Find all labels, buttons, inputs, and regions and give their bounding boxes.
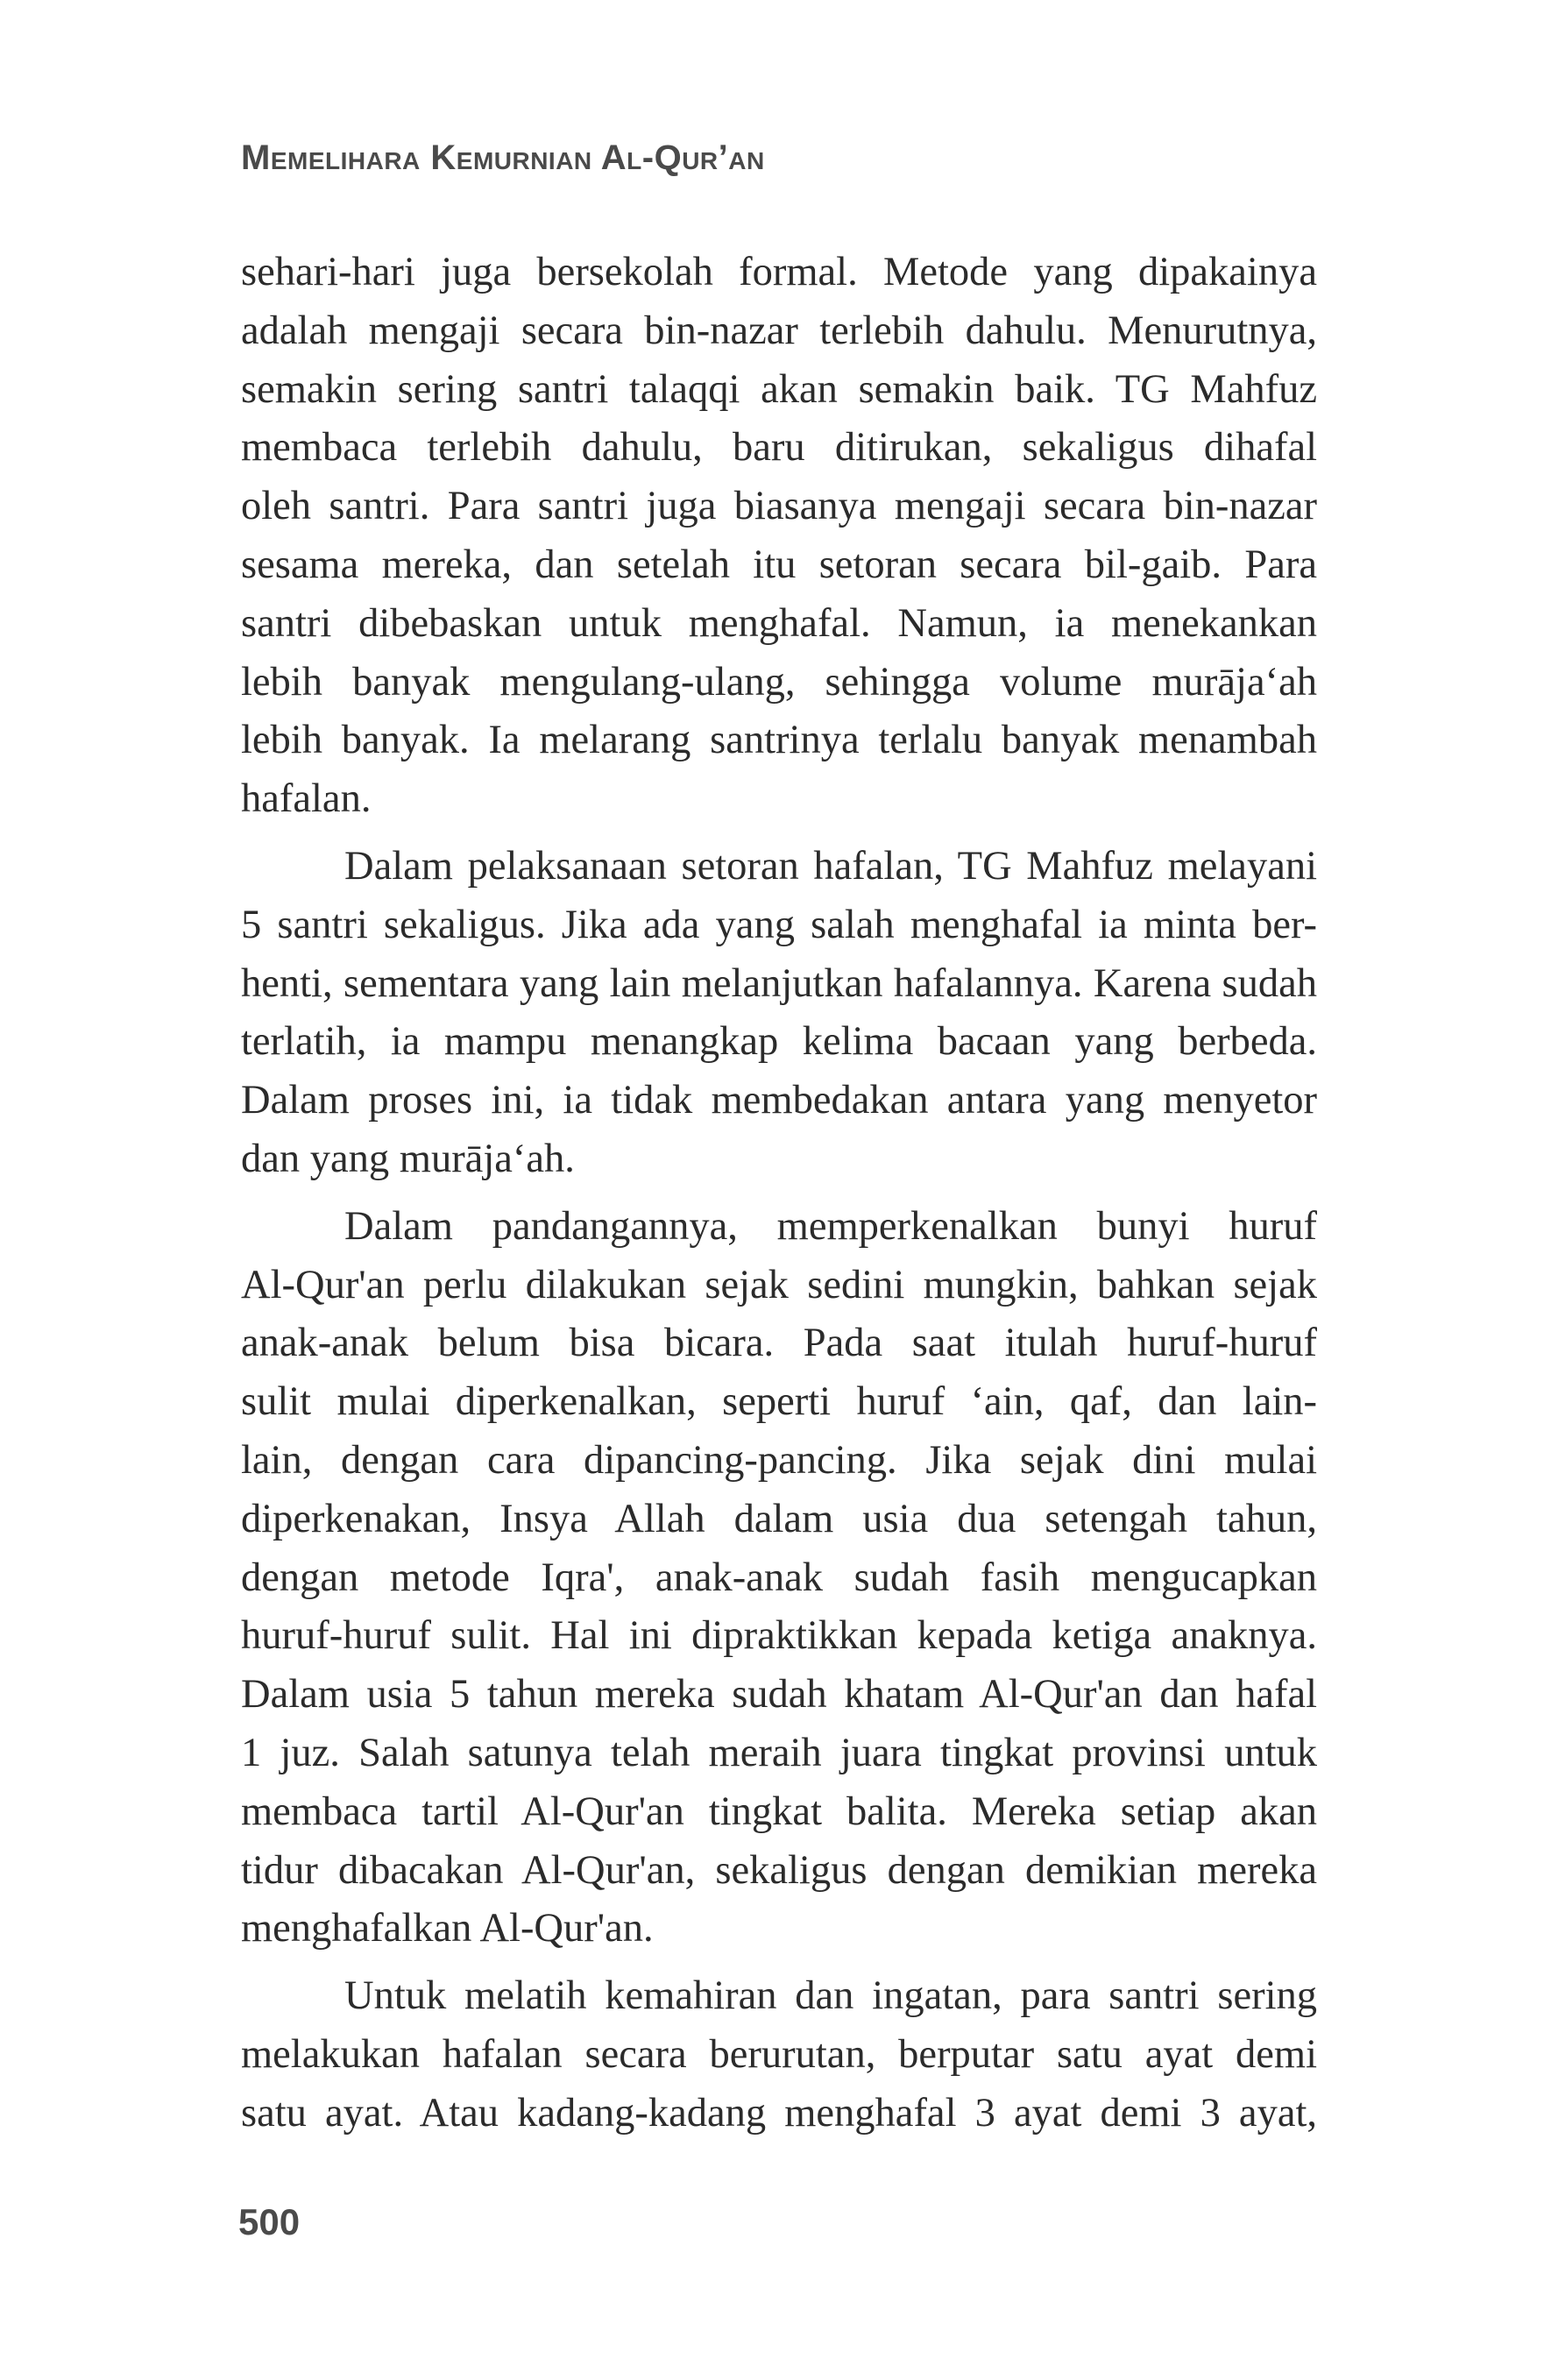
text-line: membaca tartil Al-Qur'an tingkat balita. Mereka setiap akan [241, 1789, 1317, 1834]
text-line: tidur dibacakan Al-Qur'an, sekaligus dengan demikian mereka [241, 1847, 1317, 1893]
text-line: henti, sementara yang lain melanjutkan hafalannya. Karena sudah [241, 960, 1317, 1006]
text-line: Untuk melatih kemahiran dan ingatan, para santri sering [344, 1973, 1317, 2019]
text-line: lebih banyak. Ia melarang santrinya terlalu banyak menambah [241, 718, 1317, 763]
text-line: Dalam pandangannya, memperkenalkan bunyi huruf [344, 1203, 1317, 1249]
text-line: semakin sering santri talaqqi akan semakin baik. TG Mahfuz [241, 366, 1317, 412]
text-line: 1 juz. Salah satunya telah meraih juara tingkat provinsi untuk [241, 1730, 1317, 1775]
paragraph-2 [241, 838, 1317, 1189]
page-number: 500 [238, 2201, 301, 2242]
text-line: Dalam proses ini, ia tidak membedakan antara yang menyetor [241, 1078, 1317, 1123]
text-line: anak-anak belum bisa bicara. Pada saat itulah huruf-huruf [241, 1321, 1317, 1366]
text-line: lebih banyak mengulang-ulang, sehingga volume murāja‘ah [241, 659, 1317, 705]
paragraph-4 [241, 1967, 1317, 2143]
text-line: melakukan hafalan secara berurutan, berputar satu ayat demi [241, 2031, 1317, 2077]
body-text [241, 244, 1317, 2143]
text-line: dan yang murāja‘ah. [241, 1136, 575, 1181]
text-line: santri dibebaskan untuk menghafal. Namun, ia menekankan [241, 600, 1317, 646]
text-line: sesama mereka, dan setelah itu setoran secara bil-gaib. Para [241, 542, 1317, 587]
text-line: dengan metode Iqra', anak-anak sudah fasih mengucapkan [241, 1555, 1317, 1600]
text-line: oleh santri. Para santri juga biasanya mengaji secara bin-nazar [241, 484, 1317, 529]
running-header: Memelihara Kemurnian Al-Qur’an [241, 138, 765, 177]
text-line: diperkenakan, Insya Allah dalam usia dua setengah tahun, [241, 1496, 1317, 1541]
paragraph-1 [241, 244, 1317, 829]
text-line: lain, dengan cara dipancing-pancing. Jika sejak dini mulai [241, 1437, 1317, 1483]
text-line: Al-Qur'an perlu dilakukan sejak sedini mungkin, bahkan sejak [241, 1262, 1317, 1307]
text-line: membaca terlebih dahulu, baru ditirukan, sekaligus dihafal [241, 425, 1317, 471]
paragraph-3 [241, 1198, 1317, 1959]
text-line: menghafalkan Al-Qur'an. [241, 1906, 654, 1951]
text-line: hafalan. [241, 776, 372, 822]
text-line: Dalam pelaksanaan setoran hafalan, TG Mahfuz melayani [344, 843, 1317, 889]
text-line: satu ayat. Atau kadang-kadang menghafal 3 ayat demi 3 ayat, [241, 2090, 1317, 2136]
text-line: Dalam usia 5 tahun mereka sudah khatam Al-Qur'an dan hafal [241, 1672, 1317, 1718]
text-line: 5 santri sekaligus. Jika ada yang salah menghafal ia minta ber- [241, 902, 1317, 947]
text-line: sehari-hari juga bersekolah formal. Metode yang dipakainya [241, 250, 1317, 294]
text-line: adalah mengaji secara bin-nazar terlebih dahulu. Menurutnya, [241, 308, 1317, 353]
text-line: terlatih, ia mampu menangkap kelima bacaan yang berbeda. [241, 1019, 1317, 1065]
text-line: huruf-huruf sulit. Hal ini dipraktikkan kepada ketiga anaknya. [241, 1613, 1317, 1659]
text-line: sulit mulai diperkenalkan, seperti huruf ‘ain, qaf, dan lain- [241, 1379, 1317, 1425]
